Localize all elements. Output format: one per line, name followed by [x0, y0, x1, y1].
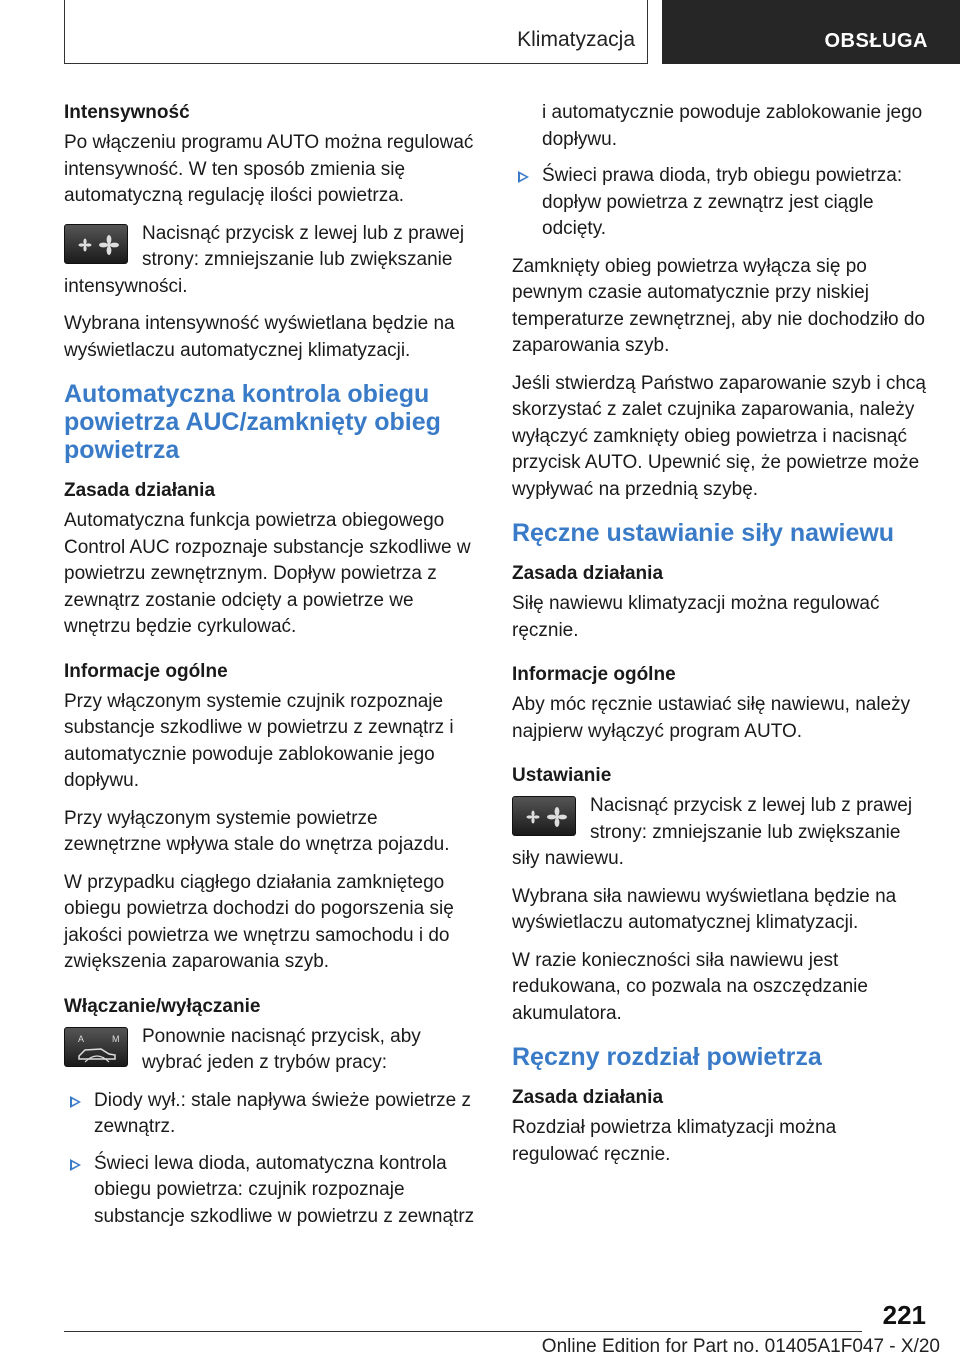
text-intensity-display: Wybrana intensywność wyświetlana będzie na wyświetlaczu automatycznej klimatyzacji.	[64, 313, 455, 361]
text-intensity: Po włączeniu programu AUTO można regulować intensywność. W ten sposób zmienia się automatyczną regulację ilości powietrza.	[64, 132, 474, 206]
heading-general-auc: Informacje ogólne	[64, 660, 228, 682]
heading-principle-fan: Zasada działania	[512, 563, 664, 584]
text-closed-off: Zamknięty obieg powietrza wyłącza się po pewnym czasie automatycznie przy niskiej temperaturze zewnętrznej, aby nie dochodziło do zaparowania szyb.	[512, 255, 925, 356]
list-item-continued	[512, 100, 926, 153]
text-principle-fan: Siłę nawiewu klimatyzacji można regulować ręcznie.	[512, 593, 880, 641]
bullet-text: Świeci prawa dioda, tryb obiegu powietrza: dopływ powietrza z zewnątrz jest ciągle odcięty.	[542, 165, 903, 239]
text-dist: Rozdział powietrza klimatyzacji można regulować ręcznie.	[512, 1117, 837, 1165]
svg-text:A: A	[78, 1033, 85, 1044]
bullet-text: Diody wył.: stale napływa świeże powietrze z zewnątrz.	[94, 1089, 471, 1137]
heading-principle-auc: Zasada działania	[64, 480, 216, 501]
mode-list	[64, 1088, 478, 1231]
text-general-3: W przypadku ciągłego działania zamkniętego obiegu powietrza dochodzi do pogorszenia się jakości powietrza we wnętrzu samochodu i do zwiększenia zaparowania szyb.	[64, 871, 454, 972]
page-number: 221	[882, 1300, 926, 1330]
heading-setting: Ustawianie	[512, 765, 612, 786]
list-item	[512, 163, 926, 243]
triangle-bullet-icon	[518, 171, 529, 183]
section-title: OBSŁUGA	[824, 30, 928, 52]
text-press-mode: Ponownie nacisnąć przycisk, aby wybrać jeden z trybów pracy:	[142, 1025, 421, 1073]
mode-list-continued	[512, 100, 926, 243]
auc-button-paragraph	[64, 1024, 478, 1077]
fan-button-paragraph	[64, 221, 478, 301]
text-fan-reduced: W razie konieczności siła nawiewu jest redukowana, co pozwala na oszczędzanie akumulatora.	[512, 949, 868, 1024]
text-press-intensity: Nacisnąć przycisk z lewej lub z prawej strony: zmniejszanie lub zwiększanie intensywności.	[64, 222, 465, 297]
fan-button-paragraph-2	[512, 793, 926, 873]
list-item	[64, 1151, 478, 1231]
triangle-bullet-icon	[70, 1159, 81, 1171]
bullet-text: Świeci lewa dioda, automatyczna kontrola obiegu powietrza: czujnik rozpoznaje substancje szkodliwe w powietrzu z zewnątrz	[94, 1152, 475, 1227]
footer-divider	[64, 1331, 862, 1332]
fan-button-icon	[512, 796, 576, 836]
svg-text:M: M	[112, 1033, 120, 1044]
left-column	[64, 100, 478, 1241]
text-press-fan: Nacisnąć przycisk z lewej lub z prawej strony: zmniejszanie lub zwiększanie siły nawiewu.	[512, 795, 913, 869]
heading-manual-fan: Ręczne ustawianie siły nawiewu	[512, 519, 895, 547]
text-general-fan: Aby móc ręcznie ustawiać siłę nawiewu, należy najpierw wyłączyć program AUTO.	[512, 694, 911, 742]
text-fan-display: Wybrana siła nawiewu wyświetlana będzie na wyświetlaczu automatycznej klimatyzacji.	[512, 885, 897, 933]
triangle-bullet-icon	[70, 1096, 81, 1108]
text-general-1: Przy włączonym systemie czujnik rozpoznaje substancje szkodliwe w powietrzu z zewnątrz i automatycznie powoduje zablokowanie jego dopływu.	[64, 690, 454, 791]
text-fog: Jeśli stwierdzą Państwo zaparowanie szyb i chcą skorzystać z zalet czujnika zaparowania, należy wyłączyć zamknięty obieg powietrza i nacisnąć przycisk AUTO. Upewnić się, że powietrze może wypływać na przednią szybę.	[512, 372, 926, 500]
text-principle-auc: Automatyczna funkcja powietrza obiegowego Control AUC rozpoznaje substancje szkodliwe w powietrzu zewnętrznym. Dopływ powietrza z zewnątrz zostanie odcięty a powietrze we wnętrzu będzie cyrkulować.	[64, 510, 471, 637]
heading-onoff: Włączanie/wyłączanie	[64, 995, 261, 1017]
chapter-title: Klimatyzacja	[517, 28, 635, 51]
bullet-text: i automatycznie powoduje zablokowanie jego dopływu.	[542, 102, 923, 150]
header-chapter-box	[64, 0, 648, 64]
heading-auc: Automatyczna kontrola obiegu powietrza AUC/zamknięty obieg powietrza	[64, 380, 441, 464]
header-section-box	[662, 0, 960, 64]
right-column	[512, 100, 926, 1179]
heading-intensity: Intensywność	[64, 102, 190, 123]
heading-general-fan: Informacje ogólne	[512, 664, 676, 685]
auc-button-icon	[64, 1027, 128, 1067]
heading-manual-dist: Ręczny rozdział powietrza	[512, 1043, 822, 1071]
text-general-2: Przy wyłączonym systemie powietrze zewnętrzne wpływa stale do wnętrza pojazdu.	[64, 807, 450, 855]
fan-button-icon	[64, 224, 128, 264]
footer-edition: Online Edition for Part no. 01405A1F047 - X/20	[541, 1336, 940, 1357]
list-item	[64, 1088, 478, 1141]
heading-principle-dist: Zasada działania	[512, 1087, 664, 1108]
